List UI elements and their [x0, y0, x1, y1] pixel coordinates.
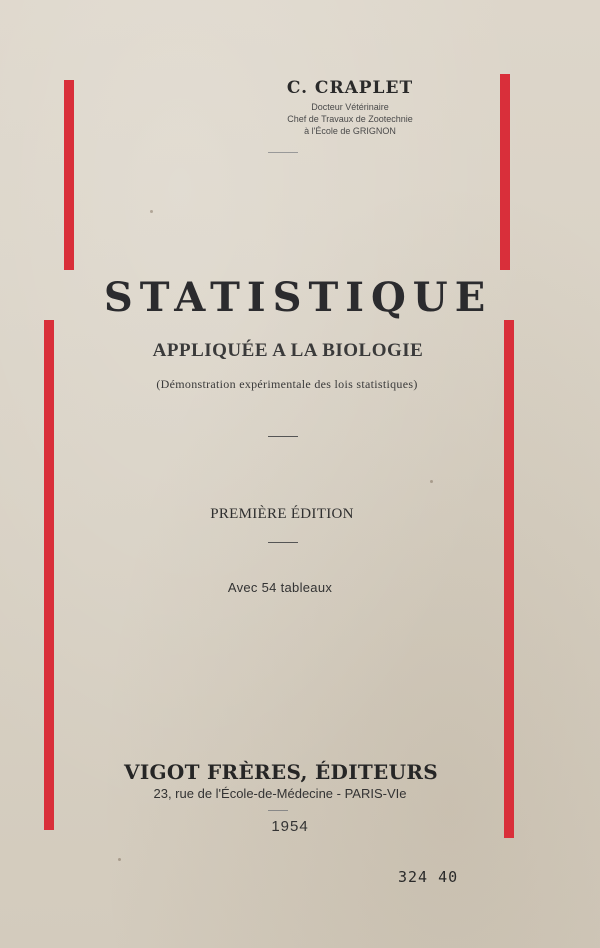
divider: [268, 542, 298, 543]
author-credential: Chef de Travaux de Zootechnie: [287, 114, 413, 124]
author-credential: à l'École de GRIGNON: [304, 126, 396, 136]
paper-speck: [150, 210, 153, 213]
divider: [268, 152, 298, 153]
paper-speck: [430, 480, 433, 483]
author-credential: Docteur Vétérinaire: [311, 102, 389, 112]
author-name: C. CRAPLET: [286, 78, 414, 98]
tables-note: Avec 54 tableaux: [227, 580, 333, 595]
book-subtitle: APPLIQUÉE A LA BIOLOGIE: [152, 340, 424, 361]
red-stripe-left-bottom: [44, 320, 54, 830]
publisher-name: VIGOT FRÈRES, ÉDITEURS: [124, 760, 438, 784]
book-description: (Démonstration expérimentale des lois statistiques): [156, 377, 418, 391]
publication-year: 1954: [271, 818, 309, 835]
divider: [268, 436, 298, 437]
publisher-address: 23, rue de l'École-de-Médecine - PARIS-VIe: [153, 786, 407, 801]
edition-label: PREMIÈRE ÉDITION: [210, 506, 354, 522]
handwritten-price: 324 40: [398, 868, 459, 886]
book-title: STATISTIQUE: [103, 274, 493, 321]
paper-speck: [118, 858, 121, 861]
divider: [268, 810, 288, 811]
